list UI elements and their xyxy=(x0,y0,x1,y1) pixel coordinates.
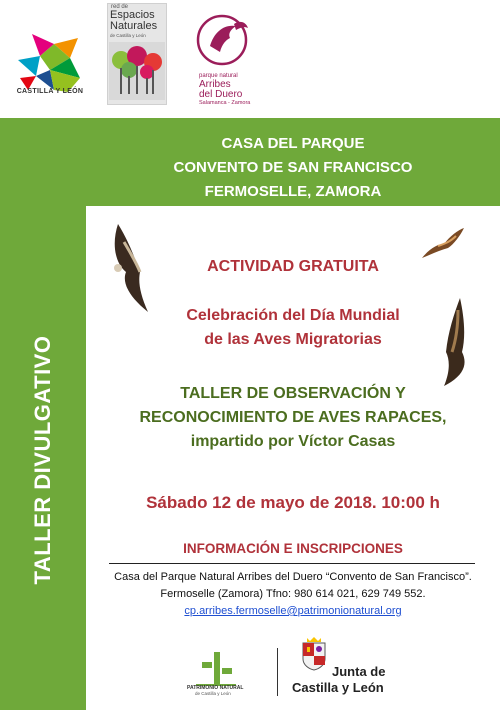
activity-heading: ACTIVIDAD GRATUITA xyxy=(207,258,379,275)
trees-illustration xyxy=(109,42,165,100)
castilla-y-leon-logo-text: CASTILLA Y LEÓN xyxy=(16,88,84,95)
ren-logo-title-line2: Naturales xyxy=(110,20,158,32)
side-label-text: TALLER DIVULGATIVO xyxy=(30,335,55,585)
vulture-emblem-icon xyxy=(196,10,252,70)
ren-logo-title xyxy=(110,10,166,32)
contact-address: Casa del Parque Natural Arribes del Duero “Convento de San Francisco”. xyxy=(114,571,472,583)
venue-line-3: FERMOSELLE, ZAMORA xyxy=(204,183,382,200)
kite-illustration xyxy=(420,226,466,262)
junta-logo-line2: Castilla y León xyxy=(292,680,384,695)
venue-line-2: CONVENTO DE SAN FRANCISCO xyxy=(173,159,413,176)
pna-logo-name xyxy=(199,80,242,100)
ren-logo-title-line1: Espacios xyxy=(110,9,155,21)
pna-logo-region: Salamanca - Zamora xyxy=(199,100,251,106)
junta-logo-line1: Junta de xyxy=(332,664,386,679)
patrimonio-natural-text: PATRIMONIO NATURAL xyxy=(187,685,244,691)
patrimonio-natural-subtext: de Castilla y León xyxy=(195,691,231,696)
patrimonio-natural-icon xyxy=(196,648,236,688)
pna-logo-name-line2: del Duero xyxy=(199,89,243,100)
workshop-line-3: impartido por Víctor Casas xyxy=(190,433,396,450)
info-divider xyxy=(109,563,475,564)
celebration-line-2: de las Aves Migratorias xyxy=(204,331,382,348)
ren-logo-small-text: red de xyxy=(111,4,129,10)
pna-logo-name-line1: Arribes xyxy=(199,79,231,90)
coat-of-arms-icon xyxy=(301,637,327,671)
workshop-line-2: RECONOCIMIENTO DE AVES RAPACES, xyxy=(139,409,447,426)
contact-phone: Fermoselle (Zamora) Tfno: 980 614 021, 629 749 552. xyxy=(160,588,426,600)
venue-line-1: CASA DEL PARQUE xyxy=(221,135,365,152)
pna-logo-line1: parque natural xyxy=(199,73,238,79)
ren-logo-subtitle: de Castilla y León xyxy=(110,33,146,38)
footer-divider xyxy=(277,648,278,696)
contact-email-link[interactable]: cp.arribes.fermoselle@patrimonionatural.org xyxy=(184,605,402,617)
bottom-margin xyxy=(0,712,500,722)
event-date: Sábado 12 de mayo de 2018. 10:00 h xyxy=(146,493,440,512)
celebration-line-1: Celebración del Día Mundial xyxy=(186,307,400,324)
workshop-line-1: TALLER DE OBSERVACIÓN Y xyxy=(180,385,406,402)
info-heading: INFORMACIÓN E INSCRIPCIONES xyxy=(183,541,403,556)
